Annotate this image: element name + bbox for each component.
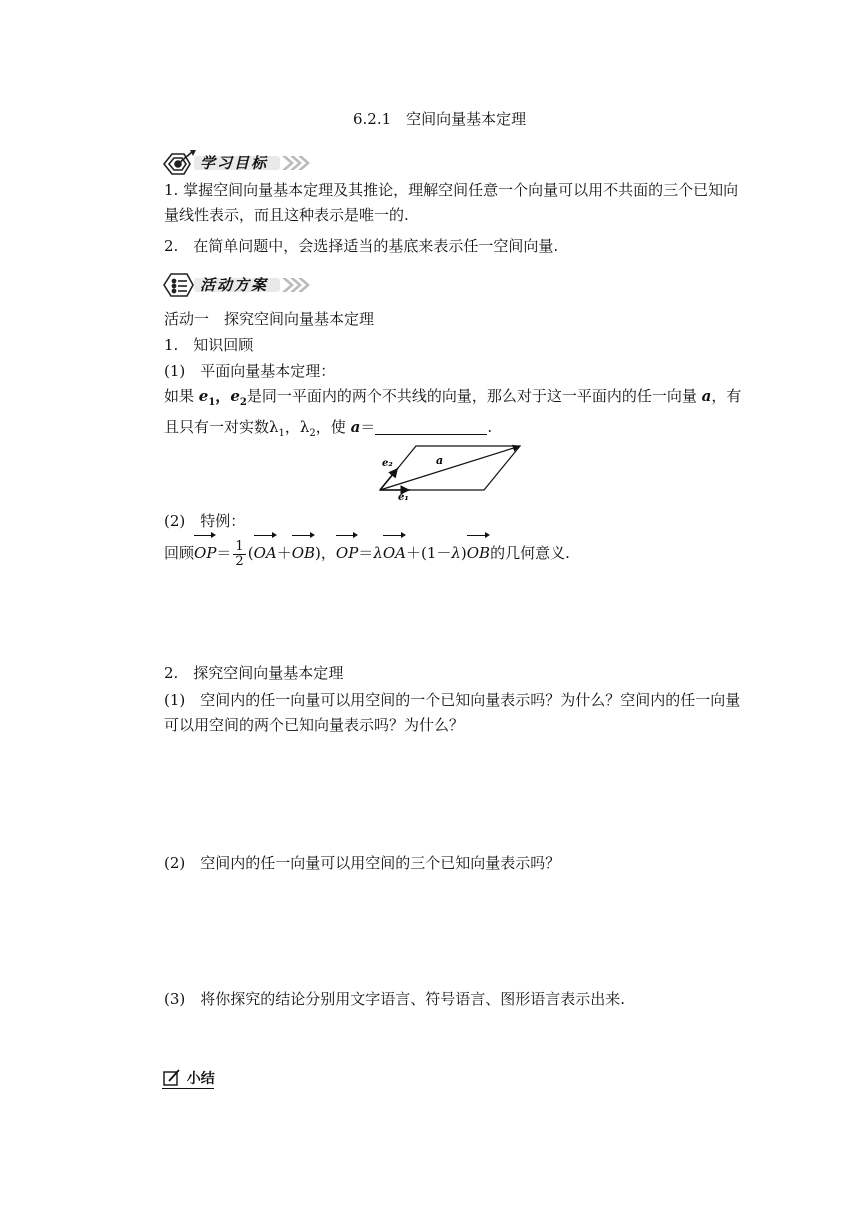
- goal-item: 1. 掌握空间向量基本定理及其推论，理解空间任意一个向量可以用不共面的三个已知向量线性表示，而且这种表示是唯一的.: [164, 181, 739, 224]
- goals-badge-label: 学习目标: [200, 154, 269, 172]
- goals-badge: [160, 148, 320, 176]
- summary-section: [162, 1068, 215, 1090]
- label-a: a: [436, 454, 444, 467]
- recall-formula: 回顾OP＝ $\frac{1}{2}$ (OA＋OB)，OP＝λOA＋(1－λ)OB的几何意义.: [164, 538, 570, 569]
- part2-question-2: (2) 空间内的任一向量可以用空间的三个已知向量表示吗？: [164, 854, 561, 872]
- pencil-note-icon: [162, 1068, 182, 1088]
- part1-question: (1) 平面向量基本定理：: [164, 362, 336, 380]
- activity-heading: 活动一 探究空间向量基本定理: [164, 310, 375, 328]
- vector-a-arrow: [380, 446, 520, 490]
- activity-badge: [160, 270, 320, 298]
- parallelogram-figure: [370, 436, 530, 504]
- goal-item: 2. 在简单问题中，会选择适当的基底来表示任一空间向量.: [164, 237, 559, 255]
- part2-question-3: (3) 将你探究的结论分别用文字语言、符号语言、图形语言表示出来.: [164, 990, 626, 1008]
- special-case: (2) 特例：: [164, 512, 246, 530]
- page-title: 6.2.1 空间向量基本定理: [353, 110, 527, 128]
- part2-question-1: (1) 空间内的任一向量可以用空间的一个已知向量表示吗？为什么？空间内的任一向量可以用空间的两个已知向量表示吗？为什么？: [164, 691, 741, 734]
- label-e2: e₂: [382, 458, 393, 469]
- theorem-text: 如果 $e_1$，$e_2$是同一平面内的两个不共线的向量，那么对于这一平面内的任一向量 a，有且只有一对实数$\lambda_1$，$\lambda_2$，使 a＝ .: [164, 387, 742, 439]
- part2-heading: 2. 探究空间向量基本定理: [164, 664, 344, 682]
- activity-badge-label: 活动方案: [200, 276, 269, 294]
- summary-label: 小结: [186, 1071, 215, 1087]
- fraction-one-half: $\frac{1}{2}$: [235, 538, 244, 569]
- part1-heading: 1. 知识回顾: [164, 336, 254, 354]
- label-e1: e₁: [398, 492, 409, 503]
- answer-blank[interactable]: [375, 418, 487, 435]
